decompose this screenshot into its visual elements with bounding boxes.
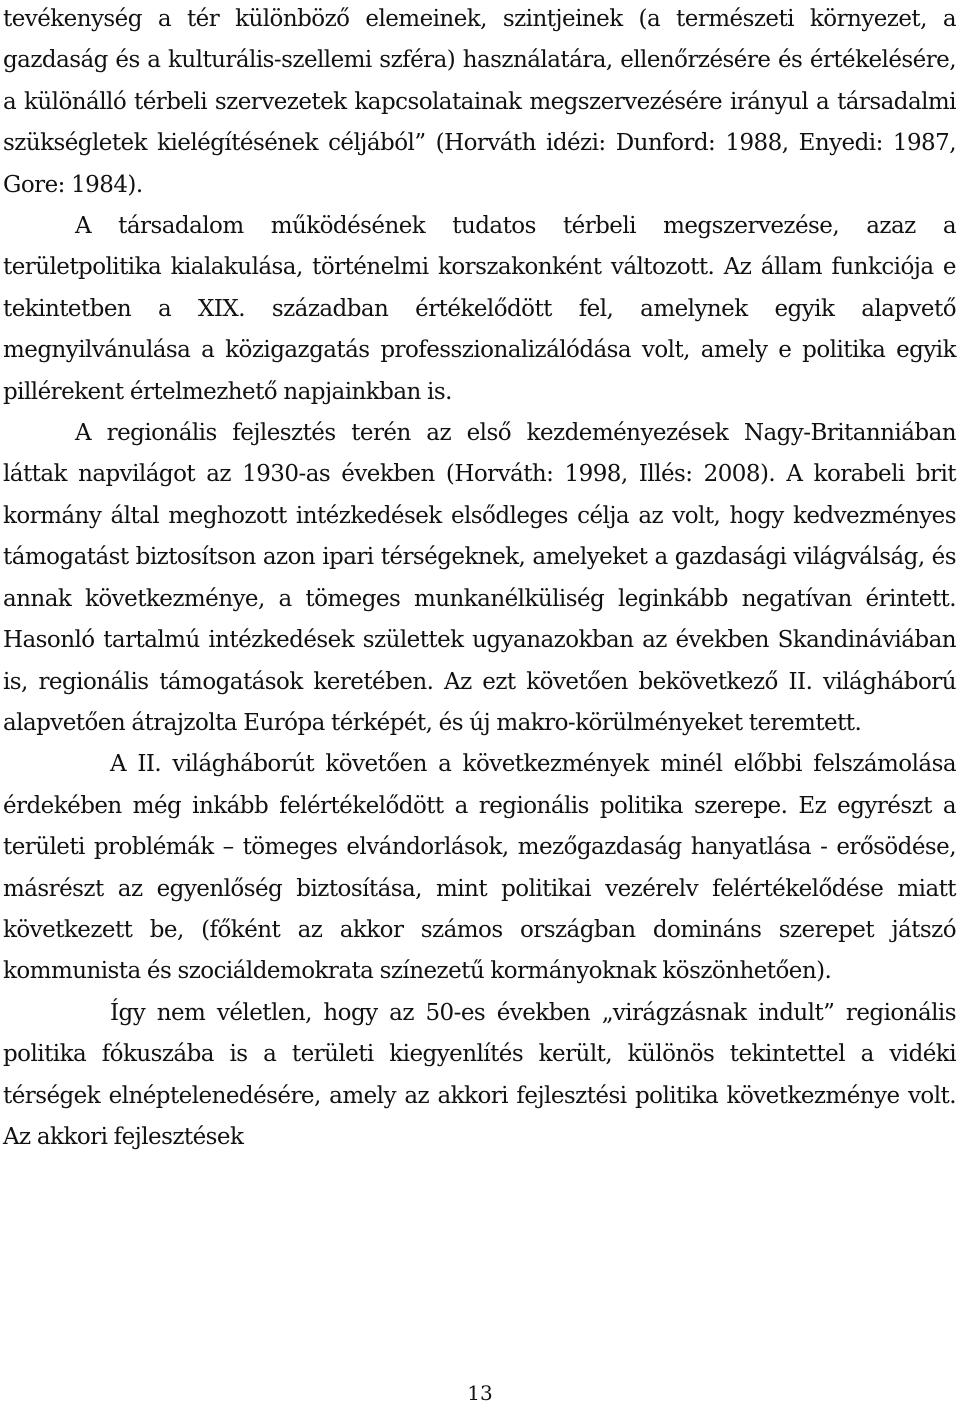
paragraph-2: A társadalom működésének tudatos térbeli megszervezése, azaz a területpolitika kialakulása, történelmi korszakonként változott. Az állam funkciója e tekintetben a XIX. században értékelődött fel, amelynek egyik alapvető megnyilvánulása a közigazgatás professzionalizálódása volt, amely e politika egyik pillérekent értelmezhető napjainkban is. <box>3 213 956 405</box>
paragraph-1: tevékenység a tér különböző elemeinek, szintjeinek (a természeti környezet, a gazdaság és a kulturális-szellemi szféra) használatára, ellenőrzésére és értékelésére, a különálló térbeli szervezetek kapcsolatainak megszervezésére irányul a társadalmi szükségletek kielégítésének céljából” (Horváth idézi: Dunford: 1988, Enyedi: 1987, Gore: 1984). <box>3 6 956 198</box>
paragraph-3: A regionális fejlesztés terén az első kezdeményezések Nagy-Britanniában láttak napvilágot az 1930-as években (Horváth: 1998, Illés: 2008). A korabeli brit kormány által meghozott intézkedések elsődleges célja az volt, hogy kedvezményes támogatást biztosítson azon ipari térségeknek, amelyeket a gazdasági világválság, és annak következménye, a tömeges munkanélküliség leginkább negatívan érintett. Hasonló tartalmú intézkedések születtek ugyanazokban az években Skandináviában is, regionális támogatások keretében. Az ezt követően bekövetkező II. világháború alapvetően átrajzolta Európa térképét, és új makro-körülményeket teremtett. <box>3 420 956 736</box>
page-number: 13 <box>467 1381 493 1405</box>
paragraph-5: Így nem véletlen, hogy az 50-es években „virágzásnak indult” regionális politika fókuszába is a területi kiegyenlítés került, különös tekintettel a vidéki térségek elnéptelenedésére, amely az akkori fejlesztési politika következménye volt. Az akkori fejlesztések <box>3 999 956 1150</box>
body-text <box>3 0 956 1158</box>
paragraph-4: A II. világháborút követően a következmények minél előbbi felszámolása érdekében még inkább felértékelődött a regionális politika szerepe. Ez egyrészt a területi problémák – tömeges elvándorlások, mezőgazdaság hanyatlása - erősödése, másrészt az egyenlőség biztosítása, mint politikai vezérelv felértékelődése miatt következett be, (főként az akkor számos országban domináns szerepet játszó kommunista és szociáldemokrata színezetű kormányoknak köszönhetően). <box>3 751 956 985</box>
